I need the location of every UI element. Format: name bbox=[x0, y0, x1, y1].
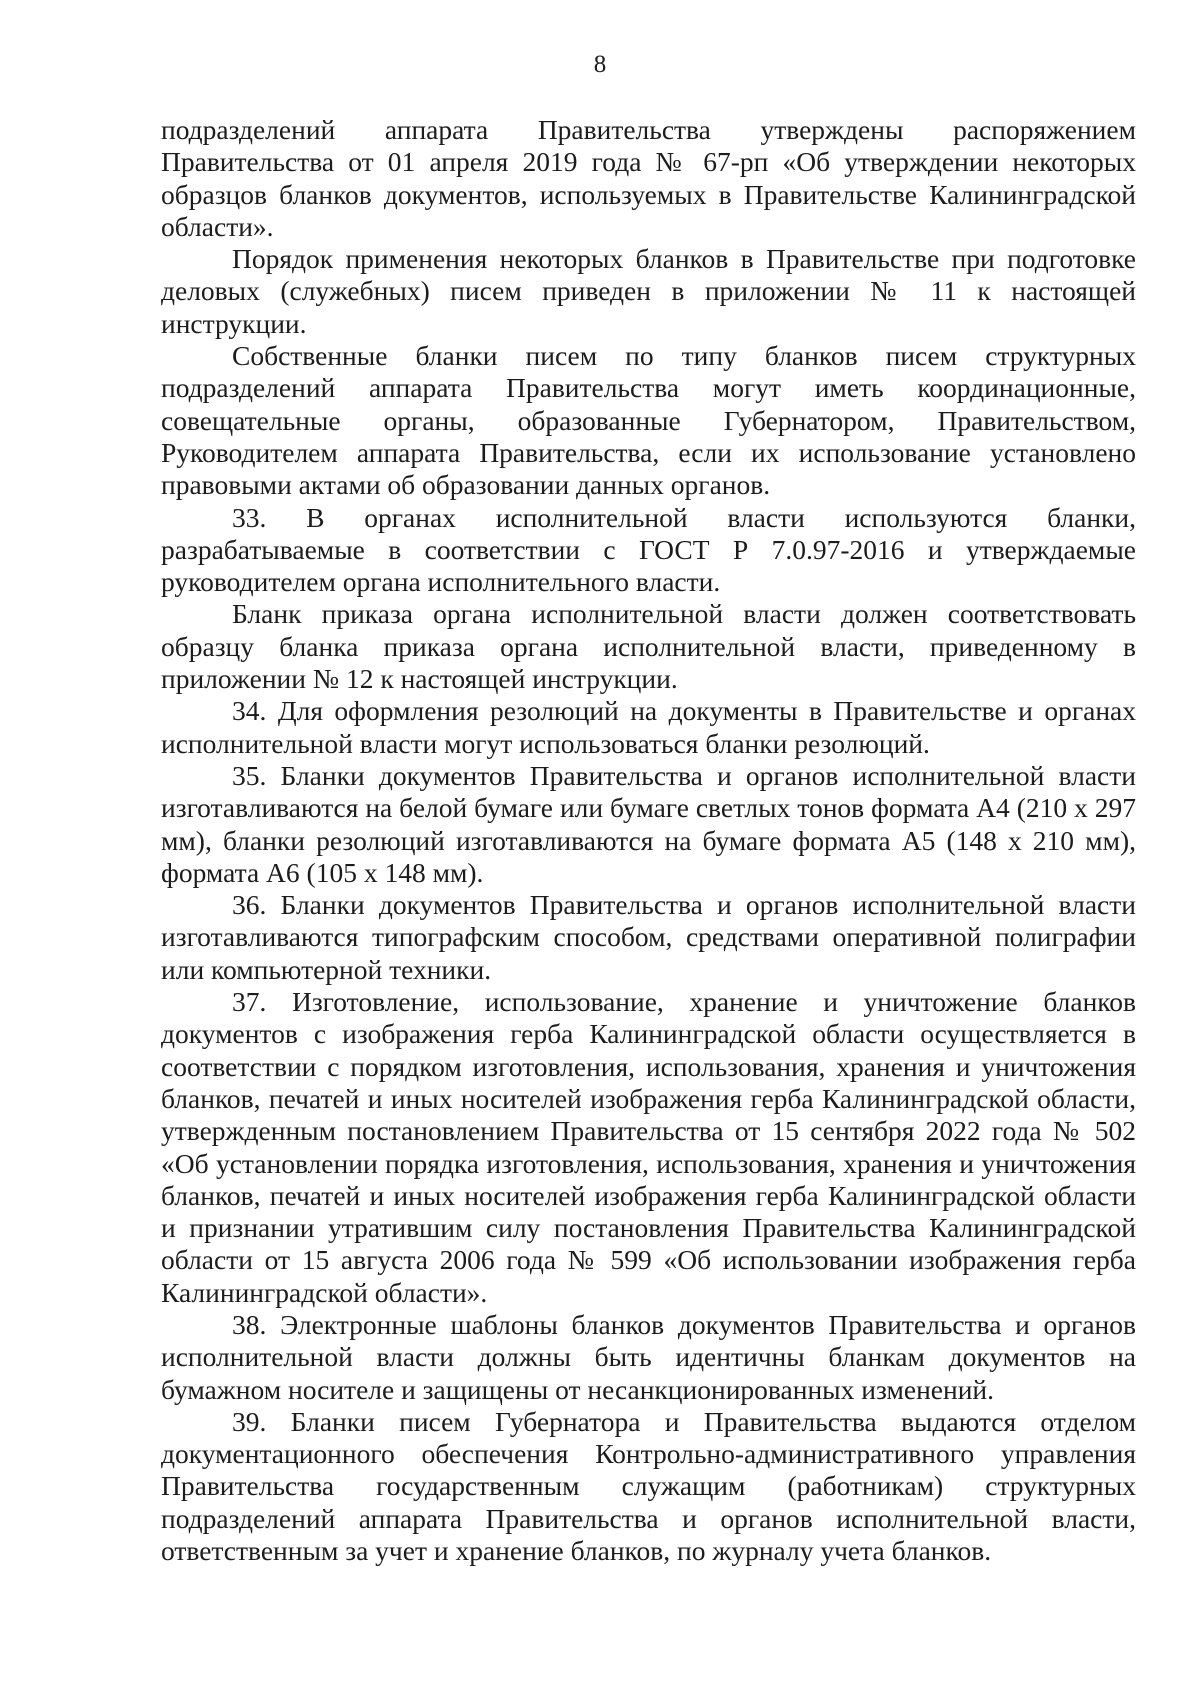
paragraph-order-blank: Бланк приказа органа исполнительной власти должен соответствовать образцу бланка приказа органа исполнительной власти, приведенному в приложении № 12 к настоящей инструкции. bbox=[161, 598, 1136, 695]
page-number: 8 bbox=[593, 51, 607, 78]
paragraph-item-37: 37. Изготовление, использование, хранение и уничтожение бланков документов с изображения герба Калининградской области осуществляется в соответствии с порядком изготовления, использования, хранения и уничтожения бланков, печатей и иных носителей изображения герба Калининградской области, утвержденным постановлением Правительства от 15 сентября 2022 года № 502 «Об установлении порядка изготовления, использования, хранения и уничтожения бланков, печатей и иных носителей изображения герба Калининградской области и признании утратившим силу постановления Правительства Калининградской области от 15 августа 2006 года № 599 «Об использовании изображения герба Калининградской области». bbox=[161, 986, 1136, 1308]
paragraph-item-34: 34. Для оформления резолюций на документы в Правительстве и органах исполнительной власти могут использоваться бланки резолюций. bbox=[161, 695, 1136, 759]
paragraph-item-36: 36. Бланки документов Правительства и органов исполнительной власти изготавливаются типографским способом, средствами оперативной полиграфии или компьютерной техники. bbox=[161, 889, 1136, 985]
paragraph-item-38: 38. Электронные шаблоны бланков документов Правительства и органов исполнительной власти должны быть идентичны бланкам документов на бумажном носителе и защищены от несанкционированных изменений. bbox=[161, 1308, 1136, 1405]
document-body bbox=[161, 114, 1136, 1567]
paragraph-blank-usage-order: Порядок применения некоторых бланков в Правительстве при подготовке деловых (служебных) писем приведен в приложении № 11 к настоящей инструкции. bbox=[161, 243, 1136, 339]
paragraph-continuation: подразделений аппарата Правительства утверждены распоряжением Правительства от 01 апреля 2019 года № 67-рп «Об утверждении некоторых образцов бланков документов, используемых в Правительстве Калининградской области». bbox=[161, 114, 1136, 242]
paragraph-item-35: 35. Бланки документов Правительства и органов исполнительной власти изготавливаются на белой бумаге или бумаге светлых тонов формата А4 (210 х 297 мм), бланки резолюций изготавливаются на бумаге формата А5 (148 х 210 мм), формата А6 (105 х 148 мм). bbox=[161, 759, 1136, 888]
paragraph-item-39: 39. Бланки писем Губернатора и Правительства выдаются отделом документационного обеспечения Контрольно-административного управления Правительства государственным служащим (работникам) структурных подразделений аппарата Правительства и органов исполнительной власти, ответственным за учет и хранение бланков, по журналу учета бланков. bbox=[161, 1405, 1136, 1567]
paragraph-item-33: 33. В органах исполнительной власти используются бланки, разрабатываемые в соответствии с ГОСТ Р 7.0.97-2016 и утверждаемые руководителем органа исполнительного власти. bbox=[161, 501, 1136, 598]
paragraph-own-letter-blanks: Собственные бланки писем по типу бланков писем структурных подразделений аппарата Правительства могут иметь координационные, совещательные органы, образованные Губернатором, Правительством, Руководителем аппарата Правительства, если их использование установлено правовыми актами об образовании данных органов. bbox=[161, 340, 1136, 501]
